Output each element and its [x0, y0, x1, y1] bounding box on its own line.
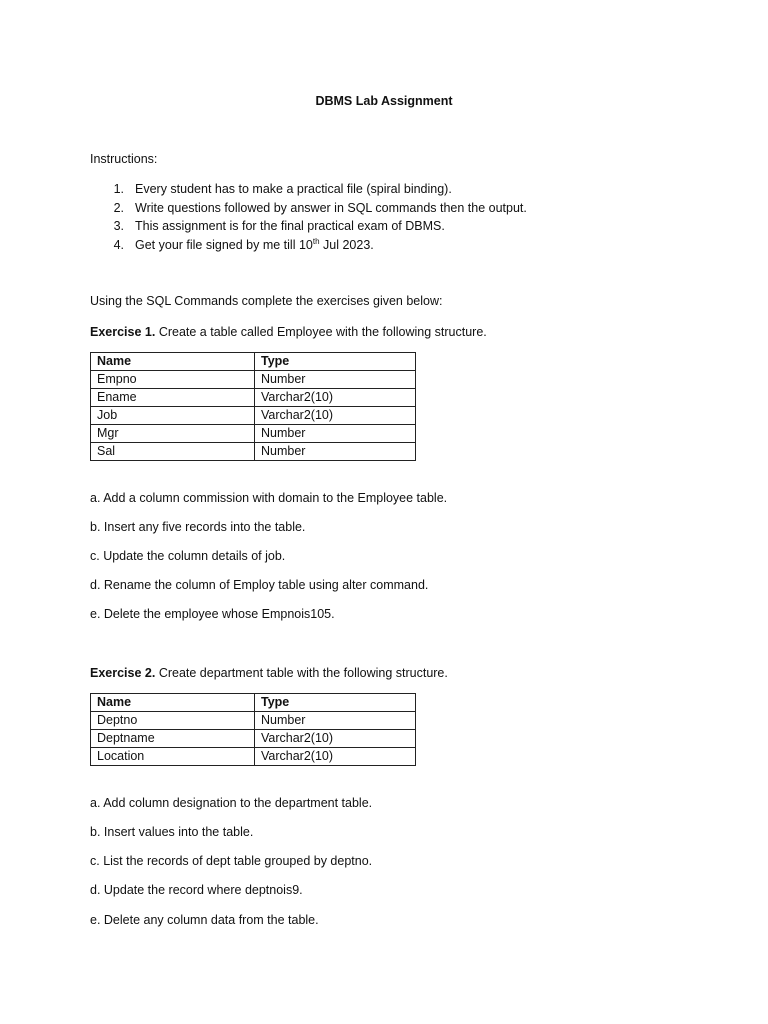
- instruction-item: [90, 236, 527, 255]
- exercise-1-heading: [90, 325, 487, 339]
- exercise-2-label: Exercise 2.: [90, 666, 156, 680]
- column-header-type: Type: [255, 694, 416, 712]
- table-cell: Mgr: [91, 425, 255, 443]
- table-row: [91, 389, 416, 407]
- table-cell: Job: [91, 407, 255, 425]
- table-cell: Location: [91, 748, 255, 766]
- table-header-row: [91, 353, 416, 371]
- instruction-text-end: Jul 2023.: [319, 238, 374, 253]
- exercise-1-text: Create a table called Employee with the following structure.: [155, 325, 487, 339]
- table-cell: Number: [255, 425, 416, 443]
- department-structure-table: [90, 693, 416, 766]
- table-header-row: [91, 694, 416, 712]
- exercise-1-task: c. Update the column details of job.: [90, 549, 286, 563]
- table-row: [91, 371, 416, 389]
- instructions-heading: Instructions:: [90, 152, 158, 166]
- exercise-2-task: b. Insert values into the table.: [90, 825, 254, 839]
- table-cell: Number: [255, 371, 416, 389]
- table-row: [91, 730, 416, 748]
- exercise-2-task: d. Update the record where deptnois9.: [90, 883, 303, 897]
- exercise-2-task: e. Delete any column data from the table.: [90, 913, 319, 927]
- ordinal-superscript: th: [312, 237, 320, 247]
- exercise-1-task: b. Insert any five records into the table.: [90, 520, 306, 534]
- exercise-1-task: e. Delete the employee whose Empnois105.: [90, 607, 335, 621]
- table-cell: Number: [255, 712, 416, 730]
- table-row: [91, 407, 416, 425]
- instruction-text: Every student has to make a practical file (spiral binding).: [135, 182, 452, 196]
- table-row: [91, 425, 416, 443]
- table-cell: Deptname: [91, 730, 255, 748]
- exercise-2-text: Create department table with the following structure.: [155, 666, 448, 680]
- exercise-1-task: d. Rename the column of Employ table using alter command.: [90, 578, 429, 592]
- exercise-2-heading: [90, 666, 448, 680]
- table-row: [91, 443, 416, 461]
- exercise-2-task: a. Add column designation to the department table.: [90, 796, 373, 810]
- instruction-item: [90, 180, 527, 199]
- table-cell: Deptno: [91, 712, 255, 730]
- instruction-text: This assignment is for the final practical exam of DBMS.: [135, 219, 445, 234]
- exercise-2-task: c. List the records of dept table grouped by deptno.: [90, 854, 373, 868]
- exercise-1-task: a. Add a column commission with domain to the Employee table.: [90, 491, 448, 505]
- instruction-index: 3.: [113, 219, 124, 234]
- instructions-list: [90, 180, 527, 255]
- exercise-1-label: Exercise 1.: [90, 325, 156, 339]
- table-cell: Varchar2(10): [255, 389, 416, 407]
- table-cell: Number: [255, 443, 416, 461]
- table-row: [91, 748, 416, 766]
- column-header-name: Name: [91, 694, 255, 712]
- table-cell: Varchar2(10): [255, 730, 416, 748]
- table-cell: Varchar2(10): [255, 407, 416, 425]
- table-cell: Varchar2(10): [255, 748, 416, 766]
- column-header-name: Name: [91, 353, 255, 371]
- instruction-text: Get your file signed by me till 10: [135, 238, 313, 253]
- instruction-index: 2.: [113, 200, 124, 215]
- instruction-item: [90, 217, 527, 236]
- table-cell: Empno: [91, 371, 255, 389]
- instruction-index: 4.: [113, 238, 124, 253]
- exercises-intro: Using the SQL Commands complete the exercises given below:: [90, 294, 443, 308]
- table-row: [91, 712, 416, 730]
- column-header-type: Type: [255, 353, 416, 371]
- instruction-item: [90, 199, 527, 218]
- table-cell: Sal: [91, 443, 255, 461]
- instruction-text: Write questions followed by answer in SQL commands then the output.: [135, 200, 527, 215]
- table-cell: Ename: [91, 389, 255, 407]
- instruction-index: 1.: [113, 182, 124, 196]
- employee-structure-table: [90, 352, 416, 461]
- page-title: DBMS Lab Assignment: [315, 94, 453, 108]
